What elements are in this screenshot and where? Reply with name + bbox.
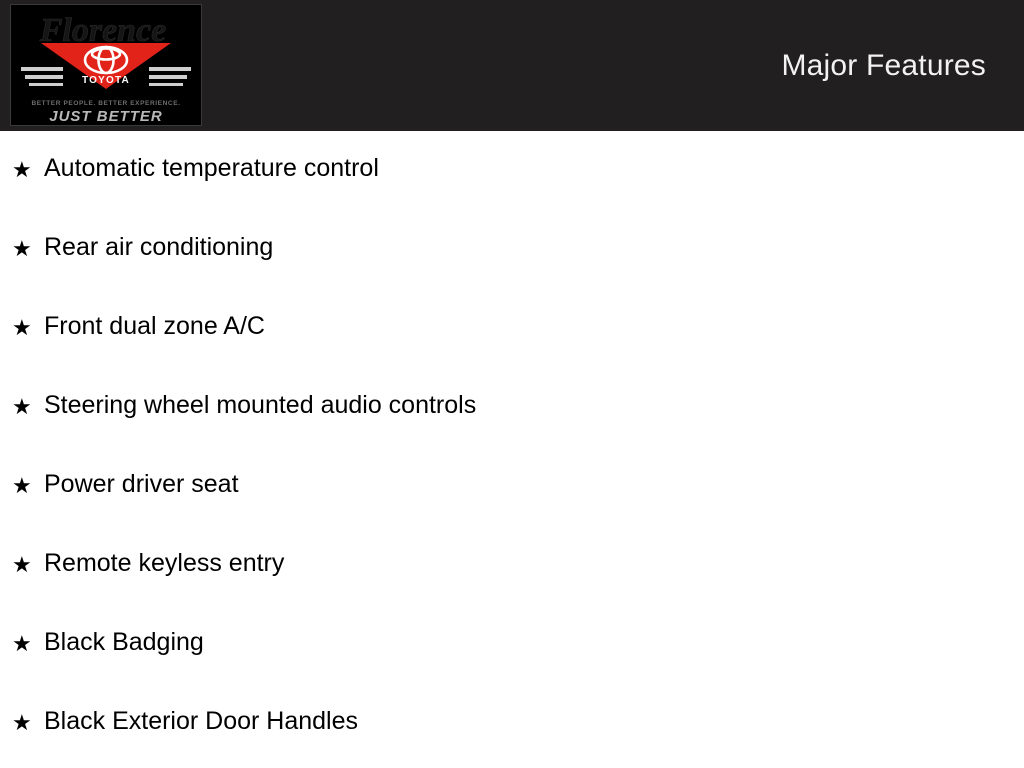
svg-text:BETTER PEOPLE. BETTER EXPERIEN: BETTER PEOPLE. BETTER EXPERIENCE. bbox=[31, 100, 181, 107]
list-item bbox=[0, 706, 1024, 768]
star-icon: ★ bbox=[12, 631, 32, 656]
svg-text:Florence: Florence bbox=[39, 12, 167, 49]
page-title: Major Features bbox=[781, 48, 986, 82]
list-item bbox=[0, 390, 1024, 469]
star-icon: ★ bbox=[12, 552, 32, 577]
list-item-label: Automatic temperature control bbox=[44, 154, 379, 182]
features-list bbox=[0, 131, 1024, 768]
list-item bbox=[0, 469, 1024, 548]
star-icon: ★ bbox=[12, 236, 32, 261]
florence-toyota-logo bbox=[10, 4, 202, 126]
list-item bbox=[0, 153, 1024, 232]
star-icon: ★ bbox=[12, 315, 32, 340]
list-item-label: Remote keyless entry bbox=[44, 549, 285, 577]
list-item-label: Black Exterior Door Handles bbox=[44, 707, 359, 735]
list-item bbox=[0, 548, 1024, 627]
star-icon: ★ bbox=[12, 473, 32, 498]
star-icon: ★ bbox=[12, 157, 32, 182]
list-item-label: Power driver seat bbox=[44, 470, 239, 498]
star-icon: ★ bbox=[12, 394, 32, 419]
star-icon: ★ bbox=[12, 710, 32, 735]
list-item bbox=[0, 311, 1024, 390]
svg-text:JUST BETTER: JUST BETTER bbox=[49, 108, 163, 125]
svg-text:TOYOTA: TOYOTA bbox=[82, 75, 130, 86]
list-item-label: Rear air conditioning bbox=[44, 233, 274, 261]
list-item bbox=[0, 232, 1024, 311]
list-item-label: Black Badging bbox=[44, 628, 204, 656]
list-item-label: Front dual zone A/C bbox=[44, 312, 265, 340]
list-item-label: Steering wheel mounted audio controls bbox=[44, 391, 477, 419]
list-item bbox=[0, 627, 1024, 706]
